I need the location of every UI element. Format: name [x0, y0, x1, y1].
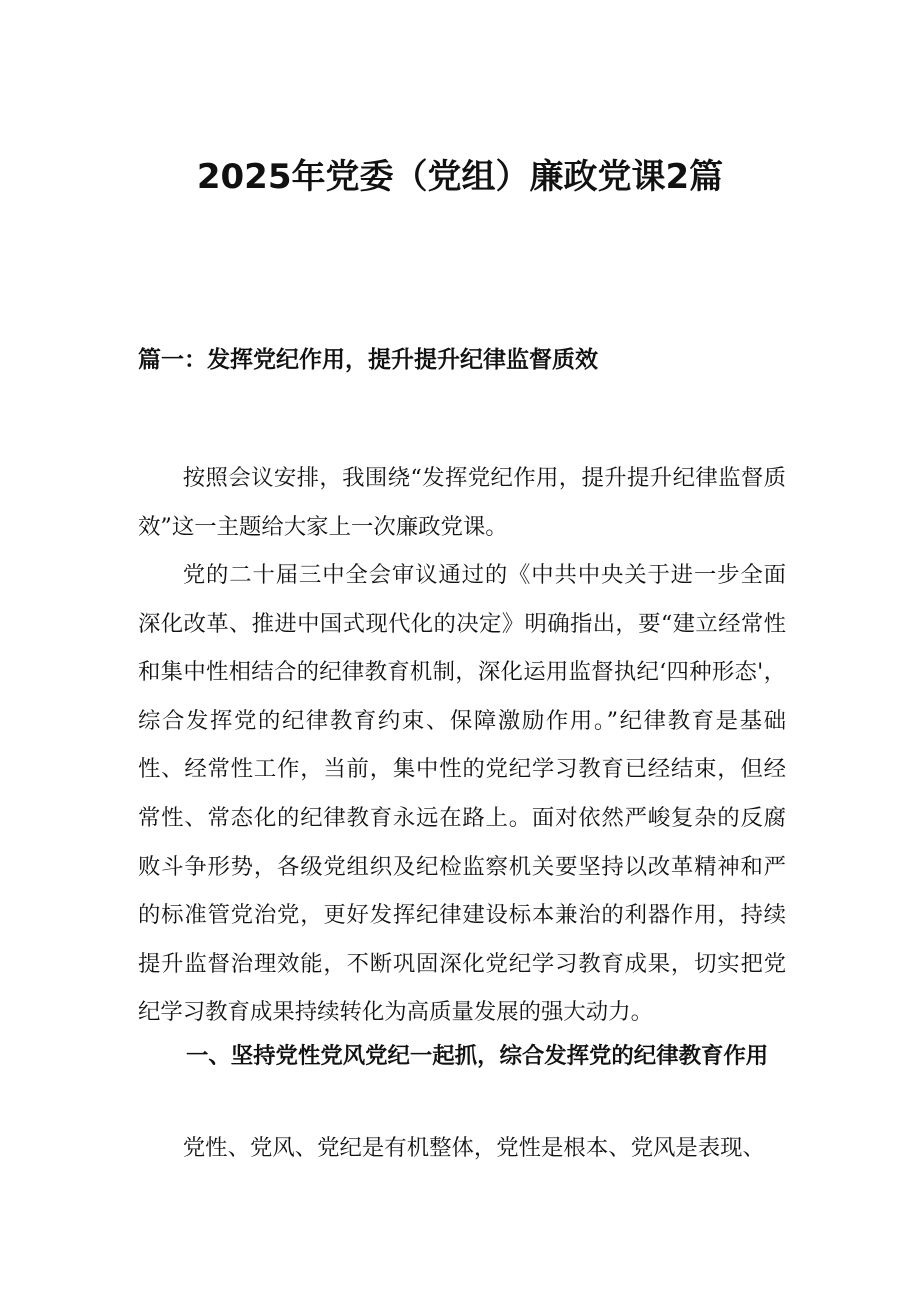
- paragraph-partial: 党性、党风、党纪是有机整体，党性是根本、党风是表现、: [182, 1135, 765, 1161]
- subheading-one: 一、坚持党性党风党纪一起抓，综合发挥党的纪律教育作用: [186, 1043, 769, 1069]
- section-heading: 篇一：发挥党纪作用，提升提升纪律监督质效: [138, 347, 598, 373]
- paragraph-intro: 按照会议安排，我围绕“发挥党纪作用，提升提升纪律监督质效”这一主题给大家上一次廉政党课。: [138, 465, 786, 540]
- paragraph-main: 党的二十届三中全会审议通过的《中共中央关于进一步全面深化改革、推进中国式现代化的决定》明确指出，要“建立经常性和集中性相结合的纪律教育机制，深化运用监督执纪‘四种形态'，综合发挥党的纪律教育约束、保障激励作用。”纪律教育是基础性、经常性工作，当前，集中性的党纪学习教育已经结束，但经常性、常态化的纪律教育永远在路上。面对依然严峻复杂的反腐败斗争形势，各级党组织及纪检监察机关要坚持以改革精神和严的标准管党治党，更好发挥纪律建设标本兼治的利器作用，持续提升监督治理效能，不断巩固深化党纪学习教育成果，切实把党纪学习教育成果持续转化为高质量发展的强大动力。: [138, 562, 786, 1026]
- document-title: 2025年党委（党组）廉政党课2篇: [196, 157, 724, 197]
